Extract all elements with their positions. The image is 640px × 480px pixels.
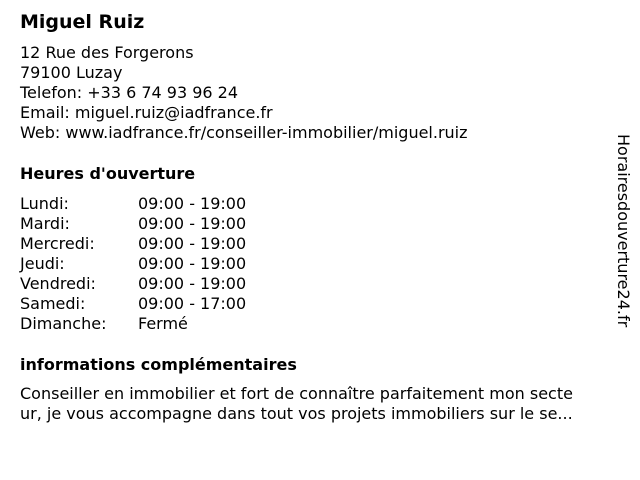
web-line: Web: www.iadfrance.fr/conseiller-immobilier/miguel.ruiz [20,123,468,142]
contact-block [20,43,468,143]
hours-day-label: Mardi: [20,214,70,233]
hours-day-label: Lundi: [20,194,69,213]
additional-info-line-2: ur, je vous accompagne dans tout vos projets immobiliers sur le se... [20,404,573,423]
additional-info-line-1: Conseiller en immobilier et fort de connaître parfaitement mon secte [20,384,573,403]
hours-time-value: 09:00 - 19:00 [138,214,247,233]
site-watermark: Horairesdouverture24.fr [614,134,633,328]
address-line-1: 12 Rue des Forgerons [20,43,194,62]
address-line-2: 79100 Luzay [20,63,123,82]
hours-day-label: Samedi: [20,294,86,313]
hours-time-value: 09:00 - 17:00 [138,294,247,313]
hours-day-label: Dimanche: [20,314,107,333]
additional-info-text [20,384,573,424]
phone-line: Telefon: +33 6 74 93 96 24 [20,83,239,102]
hours-time-value: Fermé [138,314,188,333]
hours-day-label: Mercredi: [20,234,95,253]
hours-time-value: 09:00 - 19:00 [138,274,247,293]
hours-day-label: Jeudi: [20,254,65,273]
opening-hours-heading: Heures d'ouverture [20,164,196,183]
business-name: Miguel Ruiz [20,11,145,33]
additional-info-heading: informations complémentaires [20,355,297,374]
hours-day-label: Vendredi: [20,274,96,293]
hours-time-value: 09:00 - 19:00 [138,234,247,253]
hours-time-value: 09:00 - 19:00 [138,254,247,273]
hours-time-value: 09:00 - 19:00 [138,194,247,213]
email-line: Email: miguel.ruiz@iadfrance.fr [20,103,273,122]
